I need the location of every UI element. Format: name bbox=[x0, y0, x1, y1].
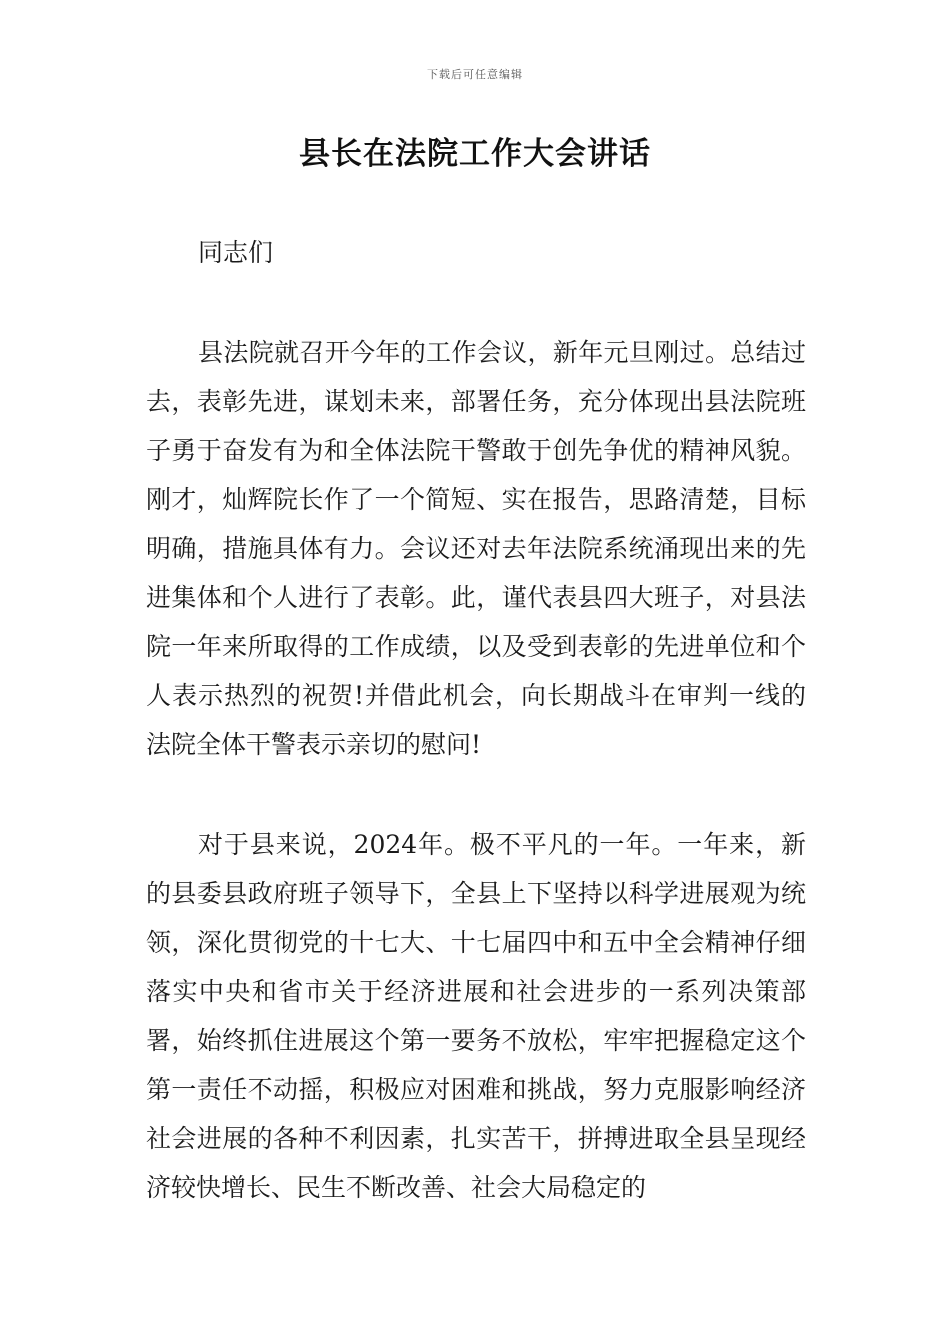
paragraph-2: 对于县来说，2024年。极不平凡的一年。一年来，新的县委县政府班子领导下，全县上下坚持以科学进展观为统领，深化贯彻党的十七大、十七届四中和五中全会精神仔细落实中央和省市关于经济进展和社会进步的一系列决策部署，始终抓住进展这个第一要务不放松，牢牢把握稳定这个第一责任不动摇，积极应对困难和挑战，努力克服影响经济社会进展的各种不利因素，扎实苦干，拼搏进取全县呈现经济较快增长、民生不断改善、社会大局稳定的 bbox=[146, 830, 806, 1202]
document-title: 县长在法院工作大会讲话 bbox=[299, 136, 651, 172]
salutation: 同志们 bbox=[198, 238, 274, 267]
document-body bbox=[146, 228, 806, 1212]
header-note: 下载后可任意编辑 bbox=[427, 68, 523, 81]
paragraph-1: 县法院就召开今年的工作会议，新年元旦刚过。总结过去，表彰先进，谋划未来，部署任务，充分体现出县法院班子勇于奋发有为和全体法院干警敢于创先争优的精神风貌。刚才，灿辉院长作了一个简短、实在报告，思路清楚，目标明确，措施具体有力。会议还对去年法院系统涌现出来的先进集体和个人进行了表彰。此，谨代表县四大班子，对县法院一年来所取得的工作成绩，以及受到表彰的先进单位和个人表示热烈的祝贺!并借此机会，向长期战斗在审判一线的法院全体干警表示亲切的慰问! bbox=[146, 338, 806, 759]
